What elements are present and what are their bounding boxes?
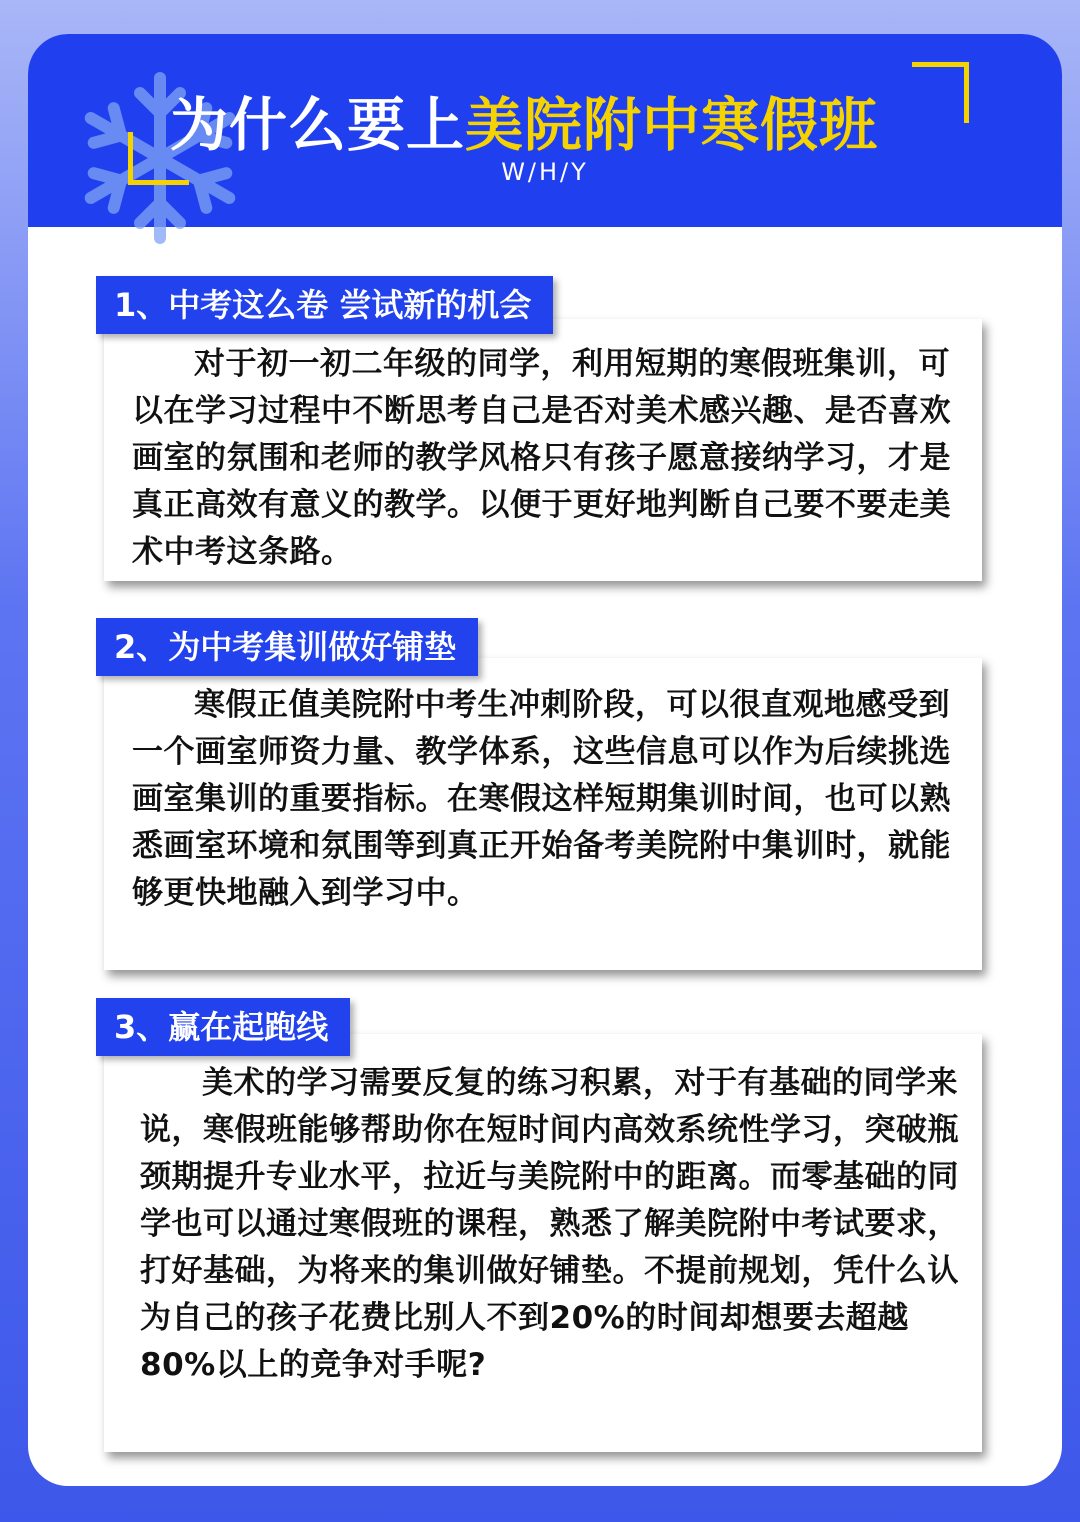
corner-bracket-right	[912, 62, 969, 123]
section-heading: 2、为中考集训做好铺垫	[96, 618, 478, 676]
section-3	[28, 998, 1062, 1458]
section-heading: 1、中考这么卷 尝试新的机会	[96, 276, 553, 334]
poster-card	[28, 34, 1062, 1486]
section-body-text: 寒假正值美院附中考生冲刺阶段，可以很直观地感受到一个画室师资力量、教学体系，这些信息可以作为后续挑选画室集训的重要指标。在寒假这样短期集训时间，也可以熟悉画室环境和氛围等到真正开始备考美院附中集训时，就能够更快地融入到学习中。	[132, 687, 951, 911]
section-heading: 3、赢在起跑线	[96, 998, 350, 1056]
page-title	[170, 78, 878, 162]
header-banner	[28, 34, 1062, 227]
section-content-box	[104, 658, 982, 970]
section-content-box	[104, 319, 982, 581]
section-2	[28, 618, 1062, 978]
section-body-text: 美术的学习需要反复的练习积累，对于有基础的同学来说，寒假班能够帮助你在短时间内高效系统性学习，突破瓶颈期提升专业水平，拉近与美院附中的距离。而零基础的同学也可以通过寒假班的课程，熟悉了解美院附中考试要求，打好基础，为将来的集训做好铺垫。不提前规划，凭什么认为自己的孩子花费比别人不到20%的时间却想要去超越80%以上的竞争对手呢?	[140, 1065, 959, 1383]
title-white-part: 为什么要上	[170, 91, 466, 159]
title-highlight-part: 美院附中寒假班	[465, 91, 879, 159]
section-content-box	[104, 1034, 982, 1452]
section-1	[28, 276, 1062, 596]
page-subtitle: W/H/Y	[501, 158, 589, 186]
section-body-text: 对于初一初二年级的同学，利用短期的寒假班集训，可以在学习过程中不断思考自己是否对美术感兴趣、是否喜欢画室的氛围和老师的教学风格只有孩子愿意接纳学习，才是真正高效有意义的教学。以便于更好地判断自己要不要走美术中考这条路。	[132, 346, 951, 570]
